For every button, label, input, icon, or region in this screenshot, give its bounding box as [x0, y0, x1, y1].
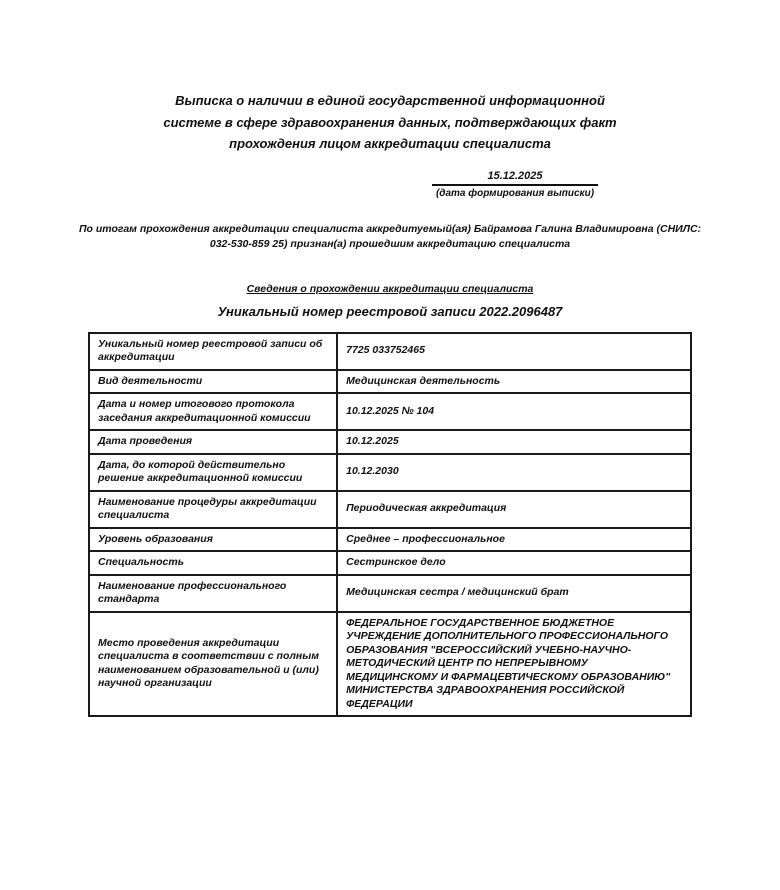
row-value: 10.12.2030	[337, 454, 691, 491]
extract-date: 15.12.2025	[432, 170, 598, 186]
row-value: ФЕДЕРАЛЬНОЕ ГОСУДАРСТВЕННОЕ БЮДЖЕТНОЕ УЧРЕЖДЕНИЕ ДОПОЛНИТЕЛЬНОГО ПРОФЕССИОНАЛЬНОГО ОБРАЗОВАНИЯ "ВСЕРОССИЙСКИЙ УЧЕБНО-НАУЧНО-МЕТОДИЧЕСКИЙ ЦЕНТР ПО НЕПРЕРЫВНОМУ МЕДИЦИНСКОМУ И ФАРМАЦЕВТИЧЕСКОМУ ОБРАЗОВАНИЮ" МИНИСТЕРСТВА ЗДРАВООХРАНЕНИЯ РОССИЙСКОЙ ФЕДЕРАЦИИ	[337, 612, 691, 717]
document-title-line: системе в сфере здравоохранения данных, подтверждающих факт	[163, 114, 617, 130]
registry-number-heading: Уникальный номер реестровой записи 2022.2096487	[217, 303, 563, 319]
row-label: Место проведения аккредитации специалиста в соответствии с полным наименованием образовательной и (или) научной организации	[89, 612, 337, 717]
table-row	[89, 333, 691, 370]
row-value: Медицинская деятельность	[337, 370, 691, 394]
accreditation-summary-line: 032-530-859 25) признан(а) прошедшим аккредитацию специалиста	[209, 237, 571, 250]
table-row	[89, 454, 691, 491]
table-row	[89, 551, 691, 575]
table-row	[89, 491, 691, 528]
row-label: Дата проведения	[89, 430, 337, 454]
row-value: Среднее – профессиональное	[337, 528, 691, 552]
table-row	[89, 612, 691, 717]
row-label: Уровень образования	[89, 528, 337, 552]
table-row	[89, 528, 691, 552]
document-title-line: Выписка о наличии в единой государственной информационной	[175, 93, 605, 108]
row-value: 7725 033752465	[337, 333, 691, 370]
extract-date-caption: (дата формирования выписки)	[435, 187, 595, 199]
row-value: Сестринское дело	[337, 551, 691, 575]
row-label: Дата и номер итогового протокола заседания аккредитационной комиссии	[89, 393, 337, 430]
row-value: 10.12.2025 № 104	[337, 393, 691, 430]
row-label: Вид деятельности	[89, 370, 337, 394]
document-title-line: прохождения лицом аккредитации специалиста	[229, 136, 551, 151]
section-heading: Сведения о прохождении аккредитации специалиста	[246, 282, 534, 295]
accreditation-summary-line: По итогам прохождения аккредитации специалиста аккредитуемый(ая) Байрамова Галина Владимировна (СНИЛС:	[78, 222, 702, 235]
row-value: Периодическая аккредитация	[337, 491, 691, 528]
row-value: Медицинская сестра / медицинский брат	[337, 575, 691, 612]
table-row	[89, 370, 691, 394]
row-label: Наименование процедуры аккредитации специалиста	[89, 491, 337, 528]
extract-date-block	[432, 170, 598, 199]
table-row	[89, 430, 691, 454]
table-row	[89, 393, 691, 430]
row-label: Дата, до которой действительно решение аккредитационной комиссии	[89, 454, 337, 491]
accreditation-summary	[0, 222, 780, 252]
row-label: Специальность	[89, 551, 337, 575]
accreditation-details-table	[88, 332, 692, 718]
row-label: Уникальный номер реестровой записи об аккредитации	[89, 333, 337, 370]
row-label: Наименование профессионального стандарта	[89, 575, 337, 612]
row-value: 10.12.2025	[337, 430, 691, 454]
document-title	[0, 0, 780, 155]
table-row	[89, 575, 691, 612]
